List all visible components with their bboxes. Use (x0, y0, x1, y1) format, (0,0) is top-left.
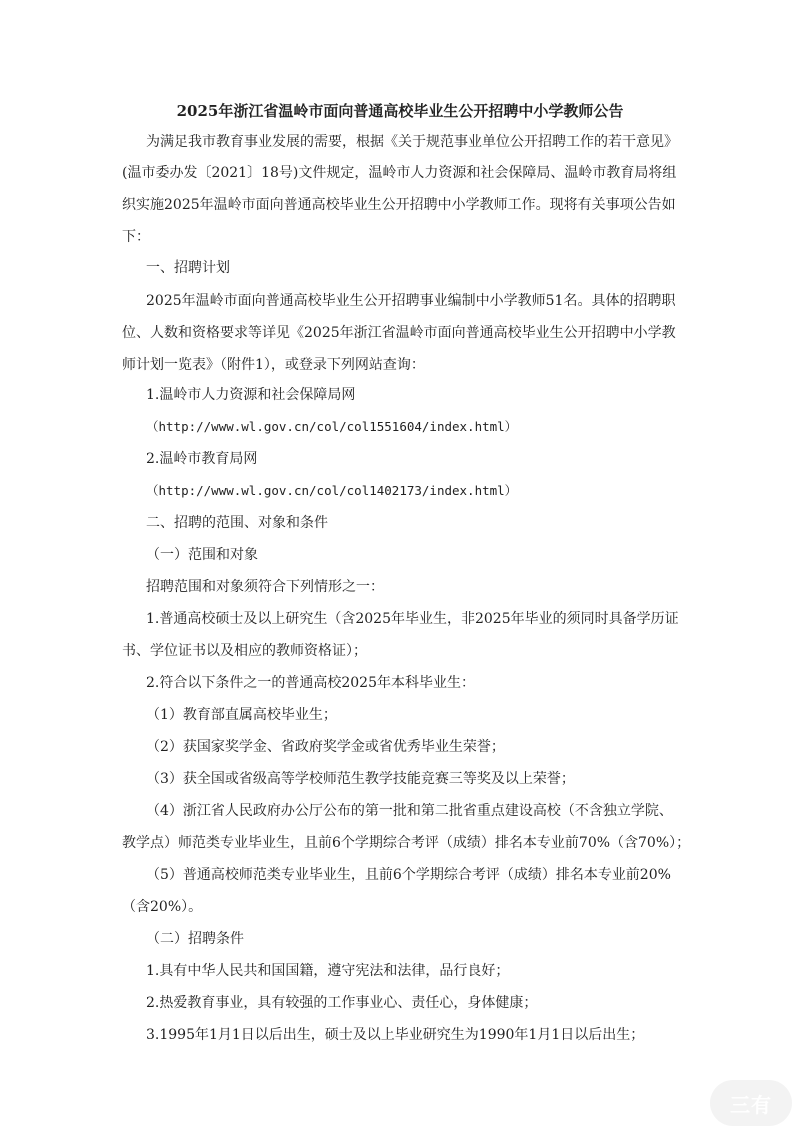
watermark-text: 三有 (730, 1092, 772, 1117)
list-item: 2.温岭市教育局网 (146, 451, 258, 467)
list-item: （4）浙江省人民政府办公厅公布的第一批和第二批省重点建设高校（不含独立学院、 (146, 803, 673, 819)
body-line: 织实施2025年温岭市面向普通高校毕业生公开招聘中小学教师工作。现将有关事项公告如 (122, 197, 676, 213)
body-line: 招聘范围和对象须符合下列情形之一： (146, 579, 384, 595)
subsection-heading: （二）招聘条件 (146, 931, 244, 947)
body-line: 师计划一览表》（附件1），或登录下列网站查询： (122, 357, 425, 373)
list-item: 1.普通高校硕士及以上研究生（含2025年毕业生，非2025年毕业的须同时具备学历证 (146, 611, 679, 627)
list-item: （3）获全国或省级高等学校师范生教学技能竞赛三等奖及以上荣誉； (146, 771, 575, 787)
website-link[interactable]: （http://www.wl.gov.cn/col/col1402173/index.html） (146, 483, 518, 498)
body-line: (温市委办发〔2021〕18号)文件规定，温岭市人力资源和社会保障局、温岭市教育局将组 (122, 165, 677, 181)
list-item: 3.1995年1月1日以后出生，硕士及以上毕业研究生为1990年1月1日以后出生； (146, 1027, 645, 1043)
list-item: 2.热爱教育事业，具有较强的工作事业心、责任心，身体健康； (146, 995, 538, 1011)
website-link[interactable]: （http://www.wl.gov.cn/col/col1551604/index.html） (146, 419, 518, 434)
list-item: （2）获国家奖学金、省政府奖学金或省优秀毕业生荣誉； (146, 739, 505, 755)
body-line: 书、学位证书以及相应的教师资格证）； (122, 643, 367, 659)
body-line: 为满足我市教育事业发展的需要，根据《关于规范事业单位公开招聘工作的若干意见》 (146, 134, 678, 150)
list-item: （1）教育部直属高校毕业生； (146, 707, 337, 723)
subsection-heading: （一）范围和对象 (146, 547, 258, 563)
list-item: 1.具有中华人民共和国国籍，遵守宪法和法律，品行良好； (146, 963, 510, 979)
body-line: 教学点）师范类专业毕业生，且前6个学期综合考评（成绩）排名本专业前70%（含70%）； (122, 835, 691, 851)
body-line: 位、人数和资格要求等详见《2025年浙江省温岭市面向普通高校毕业生公开招聘中小学教 (122, 325, 676, 341)
body-line: （含20%）。 (122, 899, 203, 915)
body-line: 2025年温岭市面向普通高校毕业生公开招聘事业编制中小学教师51名。具体的招聘职 (146, 293, 676, 309)
list-item: （5）普通高校师范类专业毕业生，且前6个学期综合考评（成绩）排名本专业前20% (146, 867, 671, 883)
watermark-logo (710, 1080, 792, 1126)
list-item: 1.温岭市人力资源和社会保障局网 (146, 387, 356, 403)
section-heading: 一、招聘计划 (146, 260, 230, 276)
list-item: 2.符合以下条件之一的普通高校2025年本科毕业生： (146, 675, 475, 691)
body-line: 下： (122, 229, 150, 245)
section-heading: 二、招聘的范围、对象和条件 (146, 515, 328, 531)
document-title: 2025年浙江省温岭市面向普通高校毕业生公开招聘中小学教师公告 (176, 102, 624, 120)
